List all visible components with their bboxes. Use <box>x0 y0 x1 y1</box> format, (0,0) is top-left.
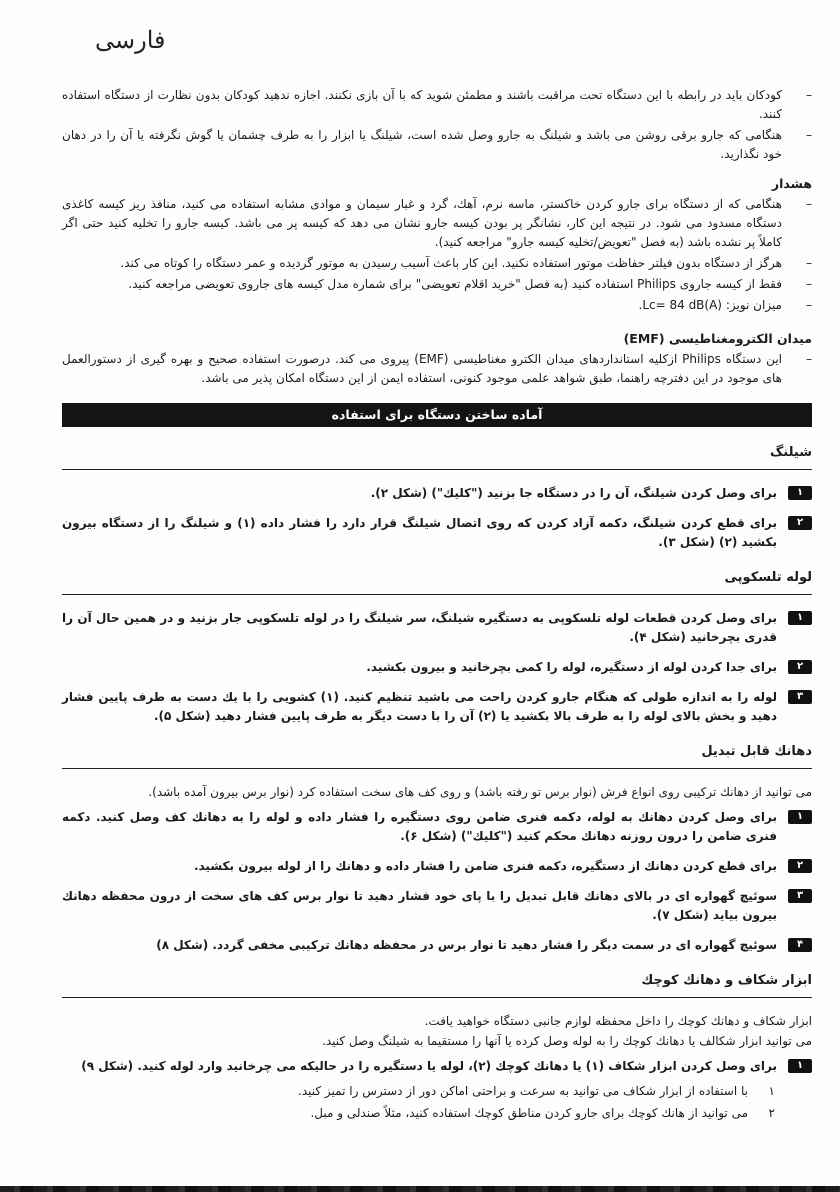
step-text: برای وصل کردن قطعات لوله تلسکوپی به دستگیره شیلنگ، سر شیلنگ را در لوله تلسکوپی جار بزنید و در همین حال آن را قدری بچرخانید (شکل ۴). <box>62 611 777 644</box>
sub-step <box>62 1082 775 1101</box>
section-banner: آماده ساختن دستگاه برای استفاده <box>62 403 812 427</box>
list-item <box>62 275 812 294</box>
bullet-text: هنگامی که از دستگاه برای جارو کردن خاکستر، ماسه نرم، آهك، گرد و غبار سیمان و موادی مشابه استفاده می کنید، منافذ ریز کیسه کاغذی دستگاه مسدود می شود. در نتیجه این کار، نشانگر پر بودن کیسه جارو نشان می دهد که کیسه پر می باشد. کیسه جارو را تخلیه کنید حتی اگر کاملاً پر نشده باشد (به فصل "تعویض/تخلیه کیسه جارو" مراجعه کنید). <box>62 197 782 249</box>
instruction-step <box>62 1057 812 1076</box>
bullet-text: کودکان باید در رابطه با این دستگاه تحت مراقبت باشند و مطمئن شوید که با آن بازی نکنند. اجازه ندهید کودکان بدون نظارت از دستگاه استفاده کنند. <box>62 88 782 121</box>
instruction-step <box>62 688 812 726</box>
substep-text: می توانید از هانك کوچك برای جارو کردن مناطق کوچك استفاده کنید، مثلاً صندلی و مبل. <box>310 1106 748 1120</box>
page-bottom-scan-edge <box>0 1186 840 1192</box>
instruction-step <box>62 808 812 846</box>
step-text: لوله را به اندازه طولی که هنگام جارو کردن راحت می باشید تنظیم کنید. (۱) کشویی را با یك دست به طرف پایین فشار دهید و بخش بالای لوله را به طرف بالا بکشید یا (۲) آن را با دست دیگر به طرف پایین فشار دهید (شکل ۵). <box>62 690 778 723</box>
step-text: برای وصل کردن دهانك به لوله، دکمه فنری ضامن روی دستگیره را فشار داده و لوله را به دهانك کف وصل کنید. دکمه فنری ضامن را درون روزنه دهانك محکم کنید ("کلیك") (شکل ۶). <box>62 810 777 843</box>
step-number-badge: ۲ <box>788 516 812 530</box>
bullet-dash-icon: – <box>806 197 812 211</box>
page-content <box>62 86 812 1126</box>
section-heading-hose: شیلنگ <box>62 443 812 470</box>
step-number-badge: ۱ <box>788 1059 812 1073</box>
list-item <box>62 126 812 164</box>
bullet-dash-icon: – <box>806 277 812 291</box>
bullet-text: فقط از کیسه جاروی Philips استفاده کنید (به فصل "خرید اقلام تعویضی" برای شماره مدل کیسه های جاروی تعویضی مراجعه کنید. <box>128 277 782 291</box>
list-item <box>62 195 812 252</box>
list-item <box>62 254 812 273</box>
step-text: برای قطع کردن شیلنگ، دکمه آزاد کردن که روی اتصال شیلنگ قرار دارد را فشار داده (۱) و شیلنگ را از دستگاه بیرون بکشید (۲) (شکل ۳). <box>62 516 777 549</box>
step-number-badge: ۴ <box>788 938 812 952</box>
section-heading-convertible-nozzle: دهانك قابل تبدیل <box>62 742 812 769</box>
step-text: برای قطع کردن دهانك از دستگیره، دکمه فنری ضامن را فشار داده و دهانك را از لوله بیرون بکشید. <box>193 859 777 873</box>
substep-text: با استفاده از ابزار شکاف می توانید به سرعت و براحتی اماکن دور از دسترس را تمیز کنید. <box>298 1084 748 1098</box>
step-number-badge: ۳ <box>788 889 812 903</box>
instruction-step <box>62 887 812 925</box>
noise-level-item <box>62 296 812 315</box>
bullet-dash-icon: – <box>806 88 812 102</box>
step-number-badge: ۲ <box>788 660 812 674</box>
instruction-step <box>62 514 812 552</box>
section-heading-crevice-tool: ابزار شکاف و دهانك کوچك <box>62 971 812 998</box>
step-number-badge: ۱ <box>788 611 812 625</box>
warning-heading: هشدار <box>771 176 812 191</box>
step-number-badge: ۱ <box>788 486 812 500</box>
substep-number: ۲ <box>768 1106 775 1120</box>
instruction-step <box>62 609 812 647</box>
instruction-step <box>62 484 812 503</box>
bullet-text: هرگز از دستگاه بدون فیلتر حفاظت موتور استفاده نکنید. این کار باعث آسیب رسیدن به موتور گردیده و عمر دستگاه را کوتاه می کند. <box>120 256 782 270</box>
step-number-badge: ۱ <box>788 810 812 824</box>
section-intro-text: ابزار شکاف و دهانك کوچك را داخل محفظه لوازم جانبی دستگاه خواهید یافت. <box>424 1014 812 1028</box>
substep-number: ۱ <box>768 1084 775 1098</box>
step-number-badge: ۳ <box>788 690 812 704</box>
page-title: فارسی <box>95 26 166 54</box>
step-text: سوئیچ گهواره ای در سمت دیگر را فشار دهید تا نوار برس در محفظه دهانك ترکیبی مخفی گردد. (شکل ۸) <box>156 938 777 952</box>
step-text: سوئیچ گهواره ای در بالای دهانك قابل تبدیل را با پای خود فشار دهید تا نوار برس کف های سخت از درون محفظه دهانك بیرون بیاید (شکل ۷). <box>62 889 777 922</box>
bullet-dash-icon: – <box>806 352 812 366</box>
noise-level-text: میزان نویز: Lc= 84 dB(A). <box>638 298 782 312</box>
section-heading-telescopic-tube: لوله تلسکوپی <box>62 568 812 595</box>
instruction-step <box>62 857 812 876</box>
bullet-dash-icon: – <box>806 298 812 312</box>
list-item <box>62 350 812 388</box>
emf-section <box>62 329 812 388</box>
step-text: برای وصل کردن شیلنگ، آن را در دستگاه جا بزنید ("کلیك") (شکل ۲). <box>370 486 777 500</box>
instruction-step <box>62 936 812 955</box>
list-item <box>62 86 812 124</box>
bullet-text: هنگامی که جارو برقی روشن می باشد و شیلنگ به جارو وصل شده است، شیلنگ یا ابزار را به طرف چشمان یا گوش نگرفته یا آن را در دهان خود نگذارید. <box>62 128 782 161</box>
step-text: برای جدا کردن لوله از دستگیره، لوله را کمی بچرخانید و بیرون بکشید. <box>366 660 777 674</box>
instruction-step <box>62 658 812 677</box>
emf-heading: میدان الکترومغناطیسی (EMF) <box>623 331 812 346</box>
step-text: برای وصل کردن ابزار شکاف (۱) یا دهانك کوچك (۲)، لوله یا دستگیره را در حالیکه می چرخانید وارد لوله کنید. (شکل ۹) <box>81 1059 777 1073</box>
section-intro-text: می توانید ابزار شکالف یا دهانك کوچك را به لوله وصل کرده یا آنها را مستقیما به شیلنگ وصل کنید. <box>322 1034 812 1048</box>
bullet-dash-icon: – <box>806 128 812 142</box>
bullet-text: این دستگاه Philips ازکلیه استانداردهای میدان الکترو مغناطیسی (EMF) پیروی می کند. درصورت استفاده صحیح و بهره گیری از دستورالعمل های موجود در این دفترچه راهنما، طبق شواهد علمی موجود کنونی، استفاده ایمن از این دستگاه امکان پذیر می باشد. <box>62 352 782 385</box>
section-intro-text: می توانید از دهانك ترکیبی روی انواع فرش (نوار برس تو رفته باشد) و روی کف های سخت استفاده کرد (نوار برس بیرون آمده باشد). <box>148 785 812 799</box>
sub-step <box>62 1104 775 1123</box>
step-number-badge: ۲ <box>788 859 812 873</box>
bullet-dash-icon: – <box>806 256 812 270</box>
